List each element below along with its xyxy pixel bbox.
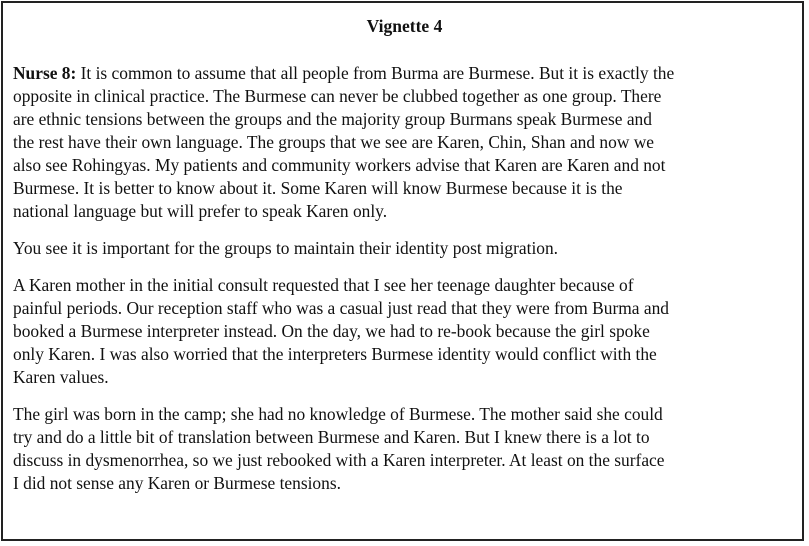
paragraph-4 bbox=[13, 403, 803, 495]
paragraph-3-line-3: booked a Burmese interpreter instead. On the day, we had to re-book because the girl spoke bbox=[13, 321, 650, 341]
speaker-label: Nurse 8: bbox=[13, 63, 77, 83]
paragraph-4-line-4: I did not sense any Karen or Burmese tensions. bbox=[13, 473, 341, 493]
vignette-box bbox=[1, 1, 804, 541]
paragraph-3-line-5: Karen values. bbox=[13, 367, 109, 387]
paragraph-1-line-3: are ethnic tensions between the groups and the majority group Burmans speak Burmese and bbox=[13, 109, 652, 129]
paragraph-1-line-4: the rest have their own language. The groups that we see are Karen, Chin, Shan and now we bbox=[13, 132, 654, 152]
vignette-title: Vignette 4 bbox=[366, 16, 443, 36]
paragraph-3-line-2: painful periods. Our reception staff who was a casual just read that they were from Burma and bbox=[13, 298, 669, 318]
paragraph-4-line-1: The girl was born in the camp; she had no knowledge of Burmese. The mother said she could bbox=[13, 404, 663, 424]
paragraph-2 bbox=[13, 237, 803, 260]
paragraph-4-line-3: discuss in dysmenorrhea, so we just rebooked with a Karen interpreter. At least on the surface bbox=[13, 450, 665, 470]
paragraph-1-line-2: opposite in clinical practice. The Burmese can never be clubbed together as one group. There bbox=[13, 86, 662, 106]
paragraph-1-line-1-text: It is common to assume that all people from Burma are Burmese. But it is exactly the bbox=[76, 63, 675, 83]
paragraph-3 bbox=[13, 274, 803, 389]
vignette-body bbox=[13, 62, 803, 509]
paragraph-1-line-5: also see Rohingyas. My patients and community workers advise that Karen are Karen and not bbox=[13, 155, 666, 175]
paragraph-4-line-2: try and do a little bit of translation between Burmese and Karen. But I knew there is a lot to bbox=[13, 427, 650, 447]
paragraph-2-line-1: You see it is important for the groups to maintain their identity post migration. bbox=[13, 238, 559, 258]
paragraph-1-line-1 bbox=[13, 62, 803, 85]
paragraph-1-line-6: Burmese. It is better to know about it. Some Karen will know Burmese because it is the bbox=[13, 178, 623, 198]
paragraph-3-line-1: A Karen mother in the initial consult requested that I see her teenage daughter because of bbox=[13, 275, 634, 295]
paragraph-1-line-7: national language but will prefer to speak Karen only. bbox=[13, 201, 388, 221]
paragraph-1 bbox=[13, 62, 803, 223]
paragraph-3-line-4: only Karen. I was also worried that the interpreters Burmese identity would conflict with the bbox=[13, 344, 657, 364]
